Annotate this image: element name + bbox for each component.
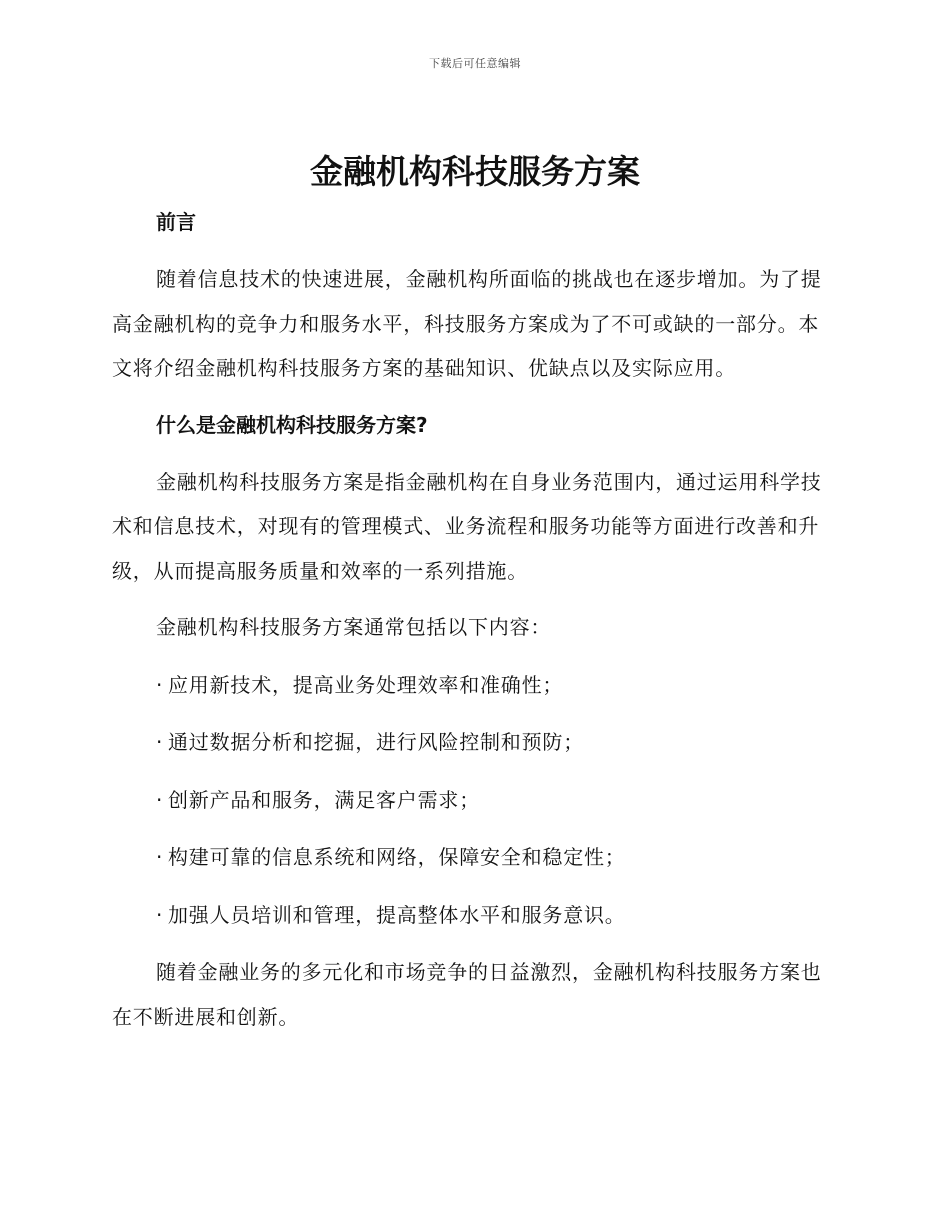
bullet-dot-icon: · — [156, 730, 164, 754]
list-item: · 加强人员培训和管理，提高整体水平和服务意识。 — [112, 893, 834, 938]
bullet-dot-icon: · — [156, 845, 164, 869]
bullet-dot-icon: · — [156, 902, 164, 927]
list-item: · 通过数据分析和挖掘，进行风险控制和预防； — [112, 720, 834, 765]
closing-paragraph: 随着金融业务的多元化和市场竞争的日益激烈，金融机构科技服务方案也在不断进展和创新。 — [112, 960, 822, 1029]
header-note: 下载后可任意编辑 — [429, 57, 521, 70]
list-item: · 构建可靠的信息系统和网络，保障安全和稳定性； — [112, 835, 834, 880]
list-item: · 应用新技术，提高业务处理效率和准确性； — [112, 663, 834, 708]
bullet-dot-icon: · — [156, 787, 164, 812]
includes-paragraph: 金融机构科技服务方案通常包括以下内容： — [156, 615, 552, 639]
document-title: 金融机构科技服务方案 — [310, 152, 640, 191]
definition-paragraph: 金融机构科技服务方案是指金融机构在自身业务范围内，通过运用科学技术和信息技术，对现有的管理模式、业务流程和服务功能等方面进行改善和升级，从而提高服务质量和效率的一系列措施。 — [112, 469, 822, 583]
what-is-heading: 什么是金融机构科技服务方案? — [156, 412, 428, 437]
preface-heading: 前言 — [156, 210, 196, 234]
list-item: · 创新产品和服务，满足客户需求； — [112, 778, 834, 823]
document-body — [112, 200, 834, 1039]
preface-paragraph: 随着信息技术的快速进展，金融机构所面临的挑战也在逐步增加。为了提高金融机构的竞争力和服务水平，科技服务方案成为了不可或缺的一部分。本文将介绍金融机构科技服务方案的基础知识、优缺点以及实际应用。 — [112, 267, 822, 380]
bullet-dot-icon: · — [156, 672, 164, 697]
